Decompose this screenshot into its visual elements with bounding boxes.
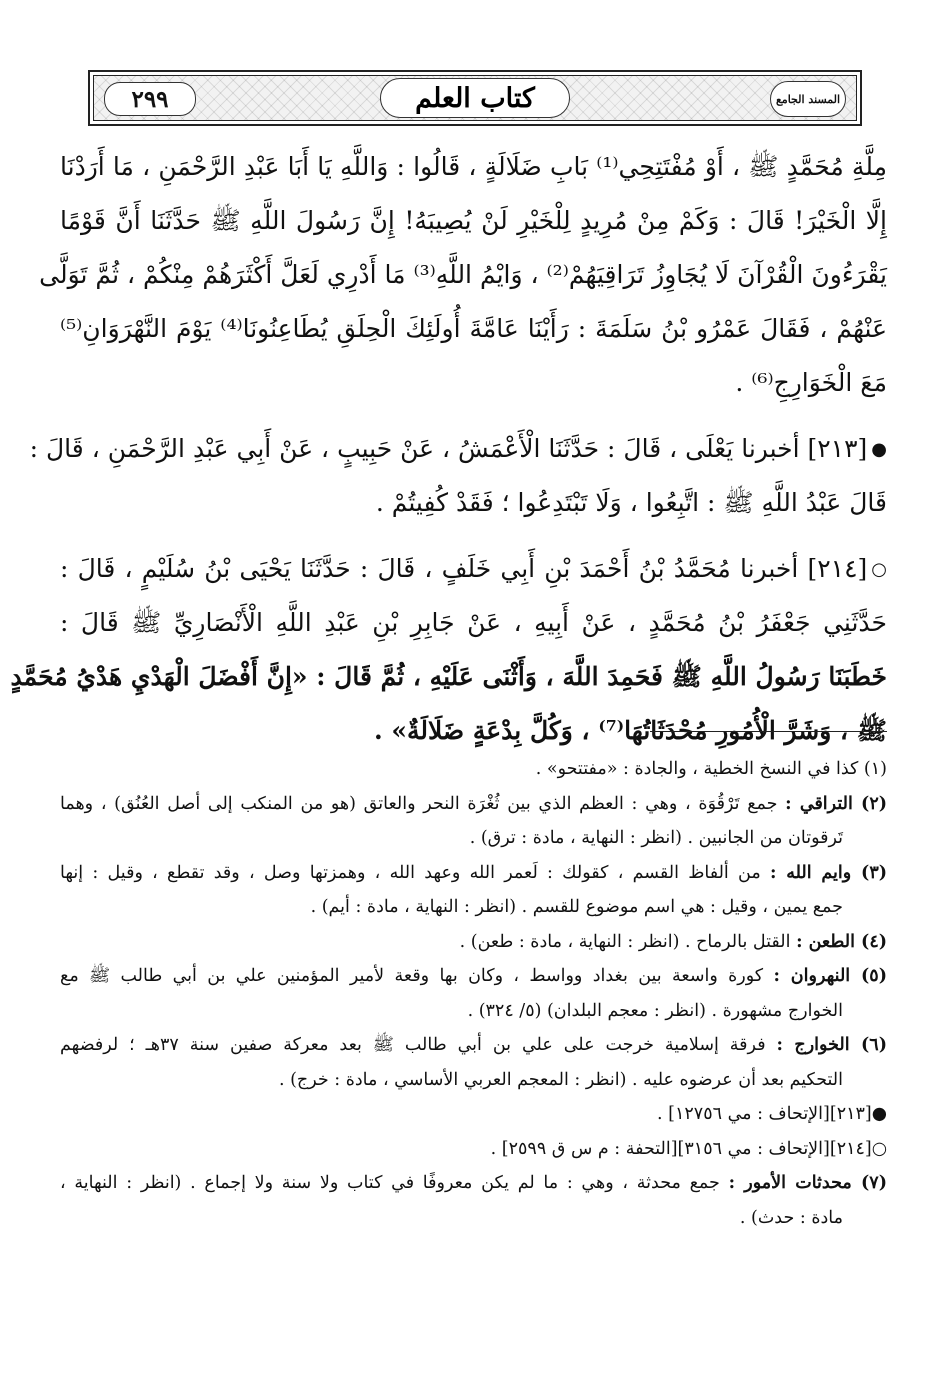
page-header	[88, 70, 862, 126]
footnote-7	[60, 1166, 887, 1201]
hadith-marker-filled: ●	[871, 438, 887, 460]
footnote-text: فرقة إسلامية خرجت على علي بن أبي طالب ﷺ بعد معركة صفين سنة ٣٧هـ ؛ لرفضهم	[60, 1035, 766, 1055]
footnote-text: القتل بالرماح . (انظر : النهاية ، مادة : طعن) .	[459, 931, 791, 952]
hadith-214	[10, 542, 887, 758]
hadith-line: قَالَ عَبْدُ اللَّهِ ﷺ : اتَّبِعُوا ، وَلَا تَبْتَدِعُوا ؛ فَقَدْ كُفِيتُمْ .	[375, 488, 887, 517]
hadith-line: خَطَبَنَا رَسُولُ اللَّهِ ﷺ فَحَمِدَ اللَّهَ ، وَأَثْنَى عَلَيْهِ ، ثُمَّ قَالَ : «إِنَّ أَفْضَلَ الْهَدْيِ هَدْيُ مُحَمَّدٍ	[10, 662, 887, 691]
footnote-1: (١) كذا في النسخ الخطية ، والجادة : «مفتتحو» .	[535, 759, 887, 779]
hadith-line: حَدَّثَنِي جَعْفَرُ بْنُ مُحَمَّدٍ ، عَنْ أَبِيهِ ، عَنْ جَابِرِ بْنِ عَبْدِ اللَّهِ الْأَنْصَارِيِّ ﷺ قَالَ :	[60, 608, 887, 637]
footnote-4	[60, 925, 887, 960]
text-line: مَعَ الْخَوَارِجِ⁽⁶⁾ .	[735, 368, 887, 397]
footnote-3	[60, 856, 887, 891]
footnotes	[60, 752, 887, 1235]
footnote-5-continued: الخوارج مشهورة . (انظر : معجم البلدان) (٥/ ٣٢٤) .	[467, 1000, 843, 1021]
footnote-term: (٢) التراقي :	[785, 793, 887, 814]
footnote-text: جمع محدثة ، وهي : ما لم يكن معروفًا في كتاب ولا سنة ولا إجماع . (انظر : النهاية ،	[60, 1173, 720, 1193]
footnote-7-continued: مادة : حدث) .	[739, 1207, 843, 1228]
text-line: عَنْهُمْ ، فَقَالَ عَمْرُو بْنُ سَلَمَةَ : رَأَيْنَا عَامَّةَ أُولَئِكَ الْحِلَقِ يُطَاعِنُونَا⁽⁴⁾ يَوْمَ النَّهْرَوَانِ⁽⁵⁾	[60, 314, 888, 343]
series-logo-text: المسند الجامع	[775, 92, 841, 106]
footnote-5	[60, 959, 887, 994]
footnote-term: (٦) الخوارج :	[776, 1035, 887, 1055]
reference-213: ●[٢١٣][الإتحاف : مي ١٢٧٥٦] .	[657, 1104, 887, 1124]
footnote-text: من ألفاظ القسم ، كقولك : لَعمر الله وعهد الله ، وهمزتها وصل ، وقد تقطع ، وقيل : إنها	[60, 862, 761, 883]
footnote-text: جمع تَرْقُوَة ، وهي : العظم الذي بين ثُغْرَة النحر والعاتق (هو من المنكب إلى أصل العُنُق) ، وهما	[60, 793, 778, 814]
footnote-6	[60, 1028, 887, 1063]
footnote-2	[60, 787, 887, 822]
book-title-cartouche	[380, 78, 570, 118]
footnote-6-continued: التحكيم بعد أن عرضوه عليه . (انظر : المعجم العربي الأساسي ، مادة : خرج) .	[278, 1069, 843, 1090]
footnote-text: كورة واسعة بين بغداد وواسط ، وكان بها وقعة لأمير المؤمنين علي بن أبي طالب ﷺ مع	[60, 966, 764, 986]
header-ornament	[93, 75, 857, 121]
text-line: يَقْرَءُونَ الْقُرْآنَ لَا يُجَاوِزُ تَرَاقِيَهُمْ⁽²⁾ ، وَايْمُ اللَّهِ⁽³⁾ مَا أَدْرِي لَعَلَّ أَكْثَرَهُمْ مِنْكُمْ ، ثُمَّ تَوَلَّى	[39, 260, 887, 289]
hadith-line: [٢١٣] أخبرنا يَعْلَى ، قَالَ : حَدَّثَنَا الْأَعْمَشُ ، عَنْ حَبِيبٍ ، عَنْ أَبِي عَبْدِ الرَّحْمَنِ ، قَالَ :	[29, 434, 868, 463]
text-line: مِلَّةِ مُحَمَّدٍ ﷺ ، أَوْ مُفْتَتِحِي⁽¹⁾ بَابِ ضَلَالَةٍ ، قَالُوا : وَاللَّهِ يَا أَبَا عَبْدِ الرَّحْمَنِ ، مَا أَرَدْنَا	[60, 152, 888, 181]
reference-214: ○[٢١٤][الإتحاف : مي ٣١٥٦][التحفة : م س ق ٢٥٩٩] .	[490, 1138, 887, 1159]
main-text	[10, 140, 888, 758]
footnote-divider	[650, 731, 887, 732]
footnote-term: (٤) الطعن :	[796, 931, 887, 952]
book-title: كتاب العلم	[415, 82, 535, 114]
footnote-3-continued: جمع يمين ، وقيل : هي اسم موضوع للقسم . (انظر : النهاية ، مادة : أيم) .	[310, 897, 843, 917]
hadith-line: ﷺ ، وَشَرَّ الْأُمُورِ مُحْدَثَاتُهَا⁽⁷⁾ ، وَكُلَّ بِدْعَةٍ ضَلَالَةٌ» .	[373, 716, 887, 745]
hadith-line: [٢١٤] أخبرنا مُحَمَّدُ بْنُ أَحْمَدَ بْنِ أَبِي خَلَفٍ ، قَالَ : حَدَّثَنَا يَحْيَى بْنُ سُلَيْمٍ ، قَالَ :	[60, 554, 868, 583]
footnote-term: (٧) محدثات الأمور :	[728, 1173, 887, 1193]
series-logo	[770, 81, 846, 117]
page-number-cartouche	[104, 82, 196, 116]
footnote-2-continued: تَرقوتان من الجانبين . (انظر : النهاية ، مادة : ترق) .	[469, 828, 843, 848]
text-line: إِلَّا الْخَيْرَ! قَالَ : وَكَمْ مِنْ مُرِيدٍ لِلْخَيْرِ لَنْ يُصِيبَهُ! إِنَّ رَسُولَ اللَّهِ ﷺ حَدَّثَنَا أَنَّ قَوْمًا	[60, 206, 887, 235]
page-number: ٢٩٩	[131, 85, 169, 113]
footnote-term: (٥) النهروان :	[773, 966, 887, 986]
hadith-213	[29, 422, 887, 530]
hadith-marker-hollow: ○	[871, 558, 887, 580]
footnote-term: (٣) وايم الله :	[770, 862, 887, 883]
